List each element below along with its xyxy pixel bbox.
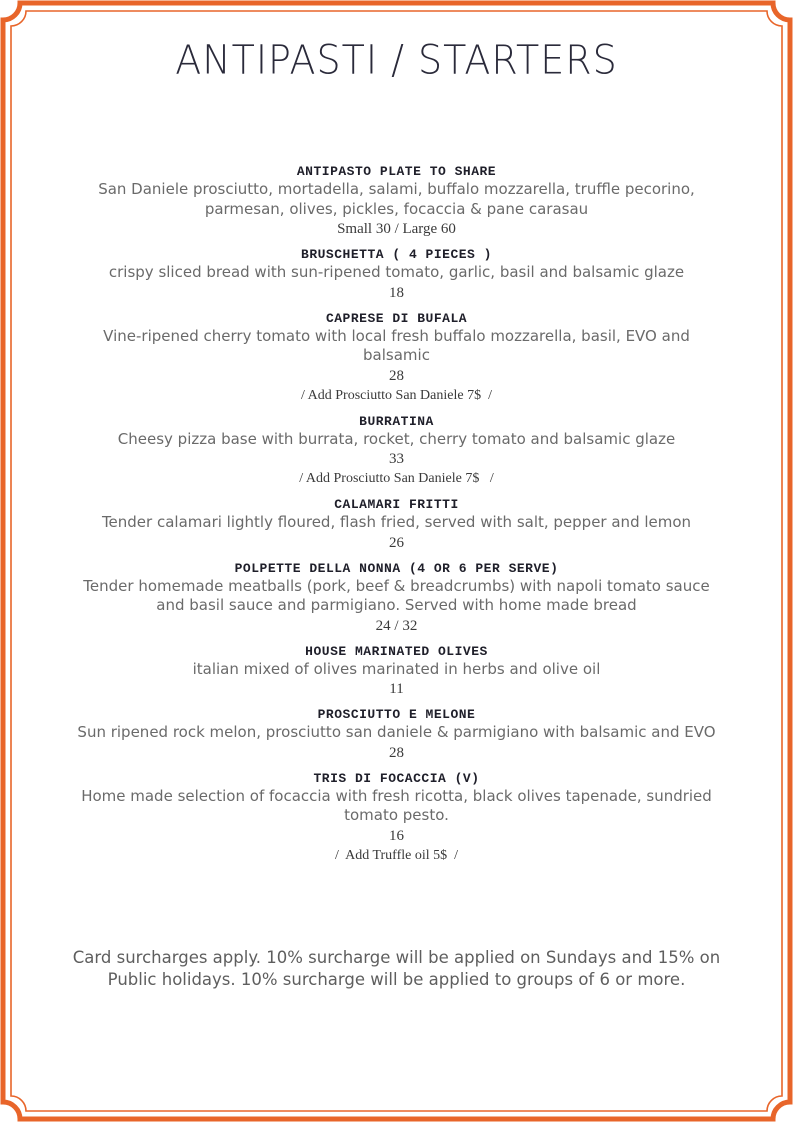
menu-list [70, 163, 723, 866]
item-description: Vine-ripened cherry tomato with local fresh buffalo mozzarella, basil, EVO and balsamic [103, 326, 690, 364]
menu-item-olives [70, 643, 723, 700]
menu-item-calamari [70, 496, 723, 553]
item-description: Tender calamari lightly floured, flash fried, served with salt, pepper and lemon [101, 513, 692, 531]
item-description: Home made selection of focaccia with fresh ricotta, black olives tapenade, sundried tomato pesto. [81, 786, 712, 824]
item-add-on: / Add Prosciutto San Daniele 7$ / [299, 471, 494, 486]
item-price: 24 / 32 [375, 617, 418, 634]
item-name: CALAMARI FRITTI [334, 497, 459, 512]
item-price: 18 [389, 284, 404, 301]
menu-item-burratina [70, 413, 723, 490]
menu-item-focaccia [70, 770, 723, 866]
item-name: BRUSCHETTA ( 4 PIECES ) [301, 247, 492, 262]
item-add-on: / Add Truffle oil 5$ / [334, 847, 459, 863]
menu-item-prosciutto-melone [70, 706, 723, 763]
item-name: BURRATINA [359, 413, 434, 429]
item-price: Small 30 / Large 60 [337, 221, 456, 237]
item-price: 28 [389, 744, 404, 761]
menu-item-polpette [70, 560, 723, 636]
page-title: ANTIPASTI / STARTERS [175, 36, 618, 84]
menu-item-bruschetta [70, 246, 723, 303]
item-price: 11 [389, 681, 404, 697]
item-price: 26 [389, 534, 404, 551]
item-description: italian mixed of olives marinated in herbs and olive oil [192, 659, 601, 678]
item-description: Tender homemade meatballs (pork, beef & breadcrumbs) with napoli tomato sauce and basil sauce and parmigiano. Served with home made bread [83, 576, 710, 614]
item-description: San Daniele prosciutto, mortadella, salami, buffalo mozzarella, truffle pecorino, parmesan, olives, pickles, focaccia & pane carasau [98, 180, 695, 218]
item-name: TRIS DI FOCACCIA (V) [313, 770, 480, 786]
item-description: Sun ripened rock melon, prosciutto san daniele & parmigiano with balsamic and EVO [77, 723, 716, 741]
menu-item-caprese [70, 310, 723, 406]
item-name: HOUSE MARINATED OLIVES [305, 643, 488, 659]
item-price: 33 [389, 451, 404, 467]
item-name: PROSCIUTTO E MELONE [317, 707, 476, 722]
menu-item-antipasto-plate [70, 163, 723, 239]
item-name: CAPRESE DI BUFALA [325, 310, 468, 326]
item-add-on: / Add Prosciutto San Daniele 7$ / [301, 387, 492, 403]
surcharge-note: Card surcharges apply. 10% surcharge will be applied on Sundays and 15% on Public holidays. 10% surcharge will be applied to groups of 6 or more. [72, 948, 721, 989]
item-description: Cheesy pizza base with burrata, rocket, cherry tomato and balsamic glaze [117, 429, 676, 448]
item-description: crispy sliced bread with sun-ripened tomato, garlic, basil and balsamic glaze [108, 263, 685, 281]
item-name: ANTIPASTO PLATE TO SHARE [296, 164, 497, 179]
item-price: 28 [389, 367, 404, 384]
item-price: 16 [389, 827, 404, 844]
item-name: POLPETTE DELLA NONNA (4 OR 6 PER SERVE) [234, 560, 559, 576]
